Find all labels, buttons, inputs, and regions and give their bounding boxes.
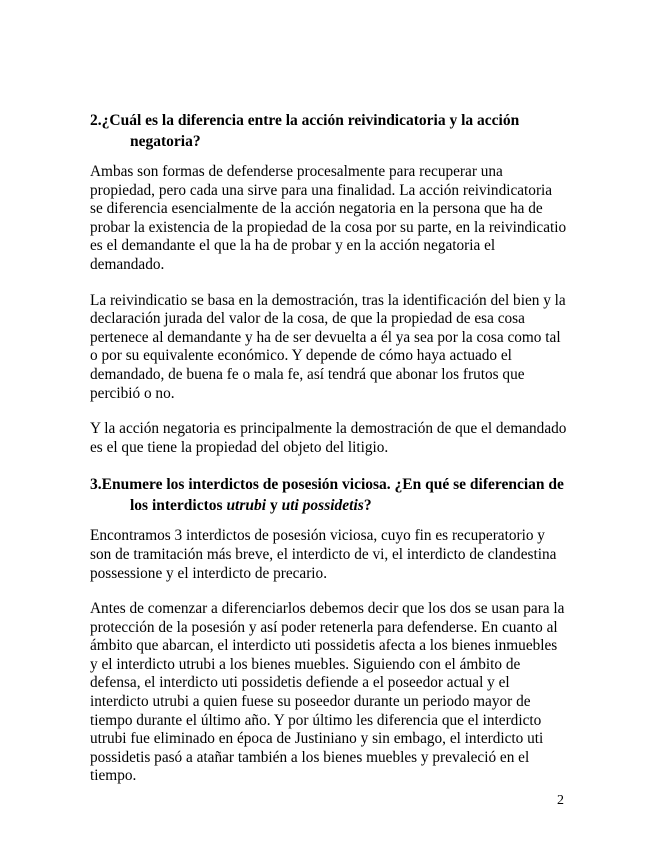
question-3-paragraph-2: Antes de comenzar a diferenciarlos debemos decir que los dos se usan para la protección de la posesión y así poder retenerla para defenderse. En cuanto al ámbito que abarcan, el interdicto uti possidetis afecta a los bienes inmuebles y el interdicto utrubi a los bienes muebles. Siguiendo con el ámbito de defensa, el interdicto uti possidetis defiende a el poseedor actual y el interdicto utrubi a quien fuese su poseedor durante un periodo mayor de tiempo durante el último año. Y por último les diferencia que el interdicto utrubi fue eliminado en época de Justiniano y sin embago, el interdicto uti possidetis pasó a atañar también a los bienes muebles y prevaleció en el tiempo. [90, 600, 565, 785]
question-2-paragraph-3: Y la acción negatoria es principalmente la demostración de que el demandado es el que tiene la propiedad del objeto del litigio. [90, 420, 567, 456]
question-3-heading [90, 474, 568, 516]
question-3-heading-lead: 3.Enumere los interdictos de posesión viciosa. ¿En qué se diferencian de los interdictos [90, 476, 564, 515]
question-2-paragraph-2: La reivindicatio se basa en la demostración, tras la identificación del bien y la declaración jurada del valor de la cosa, de que la propiedad de esa cosa pertenece al demandante y ha de ser devuelta a él ya sea por la cosa como tal o por su equivalente económico. Y depende de cómo haya actuado el demandado, de buena fe o mala fe, así tendrá que abonar los frutos que percibió o no. [90, 291, 566, 402]
question-2-heading: 2.¿Cuál es la diferencia entre la acción reivindicatoria y la acción negatoria? [90, 112, 520, 150]
question-3-paragraph-1: Encontramos 3 interdictos de posesión viciosa, cuyo fin es recuperatorio y son de tramitación más breve, el interdicto de vi, el interdicto de clandestina possessione y el interdicto de precario. [90, 527, 557, 582]
question-2-paragraph-1: Ambas son formas de defenderse procesalmente para recuperar una propiedad, pero cada una sirve para una finalidad. La acción reivindicatoria se diferencia esencialmente de la acción negatoria en la persona que ha de probar la existencia de la propiedad de la cosa por su parte, en la reivindicatio es el demandante el que la ha de probar y en la acción negatoria el demandado. [90, 163, 567, 273]
document-page [90, 110, 568, 803]
page-number: 2 [557, 793, 564, 808]
question-3-term-utrubi: utrubi [226, 497, 267, 515]
question-3-heading-mid: y [266, 497, 282, 515]
question-3-heading-end: ? [363, 497, 372, 515]
question-3-term-uti-possidetis: uti possidetis [281, 497, 364, 515]
